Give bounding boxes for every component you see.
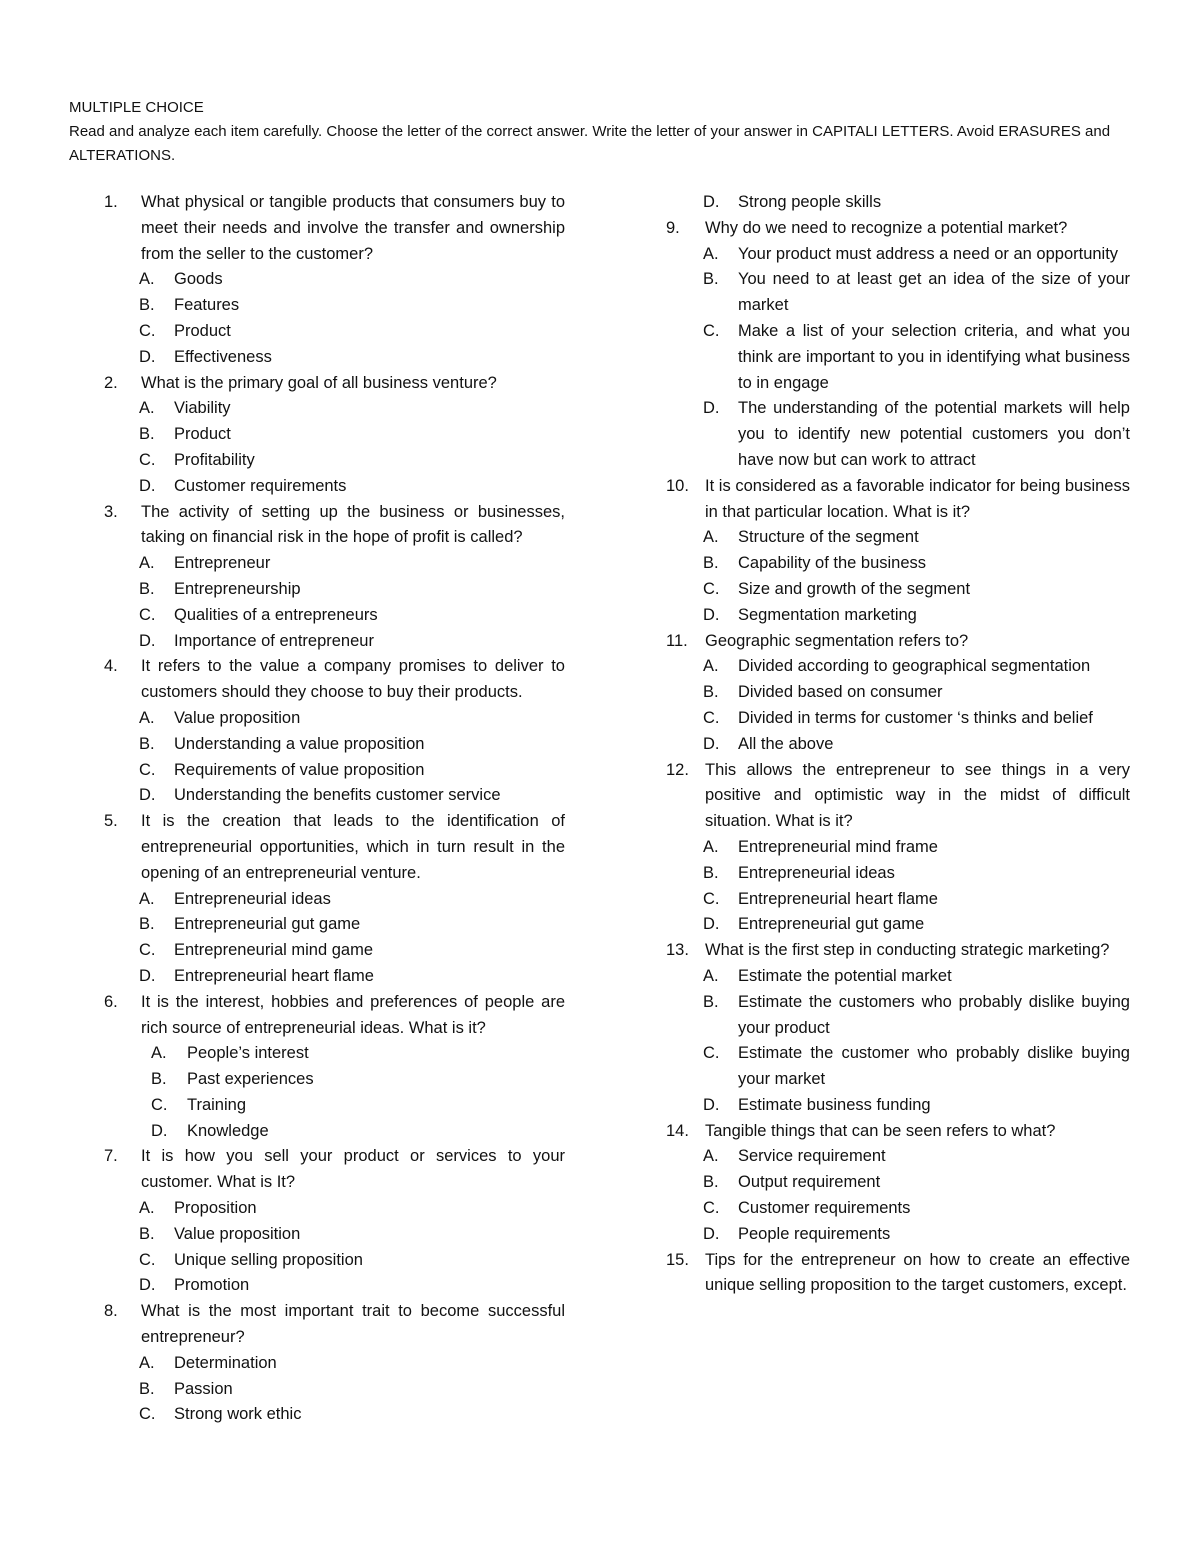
answer-option — [104, 964, 565, 990]
answer-option — [668, 525, 1130, 551]
answer-option — [104, 603, 565, 629]
option-text: Requirements of value proposition — [174, 760, 425, 779]
option-letter: A. — [139, 270, 155, 289]
answer-option — [668, 732, 1130, 758]
option-letter: B. — [151, 1070, 167, 1089]
answer-option — [668, 577, 1130, 603]
question-stem: It is how you sell your product or services to your customer. What is It? — [141, 1147, 565, 1192]
answer-option — [668, 1144, 1130, 1170]
answer-option — [104, 1377, 565, 1403]
option-text: Understanding a value proposition — [174, 734, 425, 753]
option-text: Segmentation marketing — [738, 605, 917, 624]
question-number: 3. — [104, 502, 118, 521]
option-letter: C. — [139, 321, 156, 340]
answer-option — [668, 242, 1130, 268]
option-text: Estimate business funding — [738, 1095, 931, 1114]
question-stem: What is the most important trait to become successful entrepreneur? — [141, 1302, 565, 1347]
question-number: 12. — [666, 760, 689, 779]
question — [104, 371, 565, 397]
question-item — [104, 500, 565, 655]
question-number: 11. — [666, 631, 688, 650]
option-list — [668, 964, 1130, 1119]
answer-option — [668, 1041, 1130, 1093]
question — [104, 1299, 565, 1351]
option-list — [104, 1196, 565, 1299]
option-text: Entrepreneurial gut game — [174, 915, 361, 934]
answer-option — [104, 474, 565, 500]
section-title: MULTIPLE CHOICE — [69, 99, 204, 116]
answer-option — [104, 887, 565, 913]
question-item — [668, 938, 1130, 1119]
option-text: People’s interest — [187, 1044, 309, 1063]
answer-option — [104, 1067, 565, 1093]
option-text: Knowledge — [187, 1121, 269, 1140]
answer-option — [668, 603, 1130, 629]
answer-option — [668, 654, 1130, 680]
option-letter: C. — [703, 579, 720, 598]
option-text: Product — [174, 321, 231, 340]
option-text: Promotion — [174, 1276, 250, 1295]
question-item — [104, 371, 565, 500]
option-text: Viability — [174, 399, 231, 418]
option-letter: B. — [139, 734, 155, 753]
question — [104, 990, 565, 1042]
option-letter: D. — [139, 476, 156, 495]
question — [104, 809, 565, 886]
option-text: Estimate the customer who probably dislike buying your market — [738, 1044, 1130, 1089]
option-letter: A. — [139, 708, 155, 727]
option-text: Strong people skills — [738, 193, 882, 211]
answer-option — [668, 887, 1130, 913]
question-stem: What physical or tangible products that consumers buy to meet their needs and involve the transfer and ownership from the seller to the customer? — [141, 193, 565, 263]
option-letter: A. — [139, 399, 155, 418]
option-text: Features — [174, 296, 240, 315]
answer-option — [668, 1196, 1130, 1222]
question-number: 1. — [104, 193, 118, 211]
question-item — [104, 654, 565, 809]
option-text: The understanding of the potential markets will help you to identify new potential customers you don’t have now but can work to attract — [738, 399, 1130, 469]
option-letter: B. — [139, 915, 155, 934]
option-letter: C. — [703, 708, 720, 727]
answer-option — [668, 680, 1130, 706]
question-number: 6. — [104, 992, 118, 1011]
option-text: Entrepreneur — [174, 554, 271, 573]
option-list — [104, 887, 565, 990]
option-list — [104, 267, 565, 370]
option-letter: C. — [139, 941, 156, 960]
option-text: Size and growth of the segment — [738, 579, 971, 598]
option-text: Estimate the potential market — [738, 966, 952, 985]
answer-option — [668, 1170, 1130, 1196]
option-list — [104, 1351, 565, 1428]
option-letter: B. — [703, 554, 719, 573]
option-letter: D. — [703, 1095, 720, 1114]
question-number: 14. — [666, 1121, 689, 1140]
question-item — [668, 758, 1130, 939]
answer-option — [668, 1222, 1130, 1248]
option-letter: C. — [151, 1095, 168, 1114]
answer-option — [668, 551, 1130, 577]
question-stem: This allows the entrepreneur to see things in a very positive and optimistic way in the midst of difficult situation. What is it? — [705, 760, 1130, 831]
answer-option — [668, 267, 1130, 319]
question — [668, 1248, 1130, 1300]
question-number: 10. — [666, 476, 689, 495]
question-stem: Tips for the entrepreneur on how to create an effective unique selling proposition to the target customers, except. — [705, 1250, 1130, 1295]
option-letter: D. — [703, 399, 720, 418]
answer-option — [668, 706, 1130, 732]
option-letter: C. — [703, 1199, 720, 1218]
option-letter: B. — [139, 1379, 155, 1398]
option-letter: B. — [703, 992, 719, 1011]
option-text: People requirements — [738, 1224, 891, 1243]
question-item — [668, 474, 1130, 629]
option-letter: B. — [139, 1224, 155, 1243]
answer-option — [668, 1093, 1130, 1119]
question-number: 4. — [104, 657, 118, 676]
question — [104, 500, 565, 552]
question-number: 8. — [104, 1302, 118, 1321]
question-item — [104, 809, 565, 990]
answer-option-continued — [631, 190, 1130, 216]
option-text: Value proposition — [174, 708, 301, 727]
option-list — [104, 706, 565, 809]
option-letter: B. — [703, 1173, 719, 1192]
option-letter: C. — [139, 1250, 156, 1269]
answer-option — [668, 835, 1130, 861]
option-text: Customer requirements — [738, 1199, 911, 1218]
option-letter: D. — [703, 734, 720, 753]
option-list — [104, 396, 565, 499]
question-item — [668, 216, 1130, 474]
option-text: Effectiveness — [174, 347, 272, 366]
option-letter: C. — [703, 889, 720, 908]
option-text: Customer requirements — [174, 476, 347, 495]
answer-option — [104, 448, 565, 474]
option-text: Divided based on consumer — [738, 683, 943, 702]
option-letter: A. — [703, 657, 719, 676]
question — [104, 654, 565, 706]
option-letter: B. — [703, 270, 719, 289]
answer-option — [104, 1041, 565, 1067]
option-text: Strong work ethic — [174, 1405, 302, 1424]
option-text: Divided according to geographical segmentation — [738, 657, 1091, 676]
question — [104, 1144, 565, 1196]
option-list — [668, 1144, 1130, 1247]
question — [668, 1119, 1130, 1145]
question-stem: Tangible things that can be seen refers to what? — [705, 1121, 1056, 1140]
option-letter: D. — [703, 605, 720, 624]
option-letter: C. — [139, 450, 156, 469]
question-item — [104, 990, 565, 1145]
option-text: Unique selling proposition — [174, 1250, 363, 1269]
question-item — [104, 1144, 565, 1299]
answer-option — [668, 319, 1130, 396]
answer-option — [104, 422, 565, 448]
option-letter: A. — [139, 554, 155, 573]
option-letter: B. — [139, 425, 155, 444]
answer-option — [104, 783, 565, 809]
option-text: Entrepreneurial mind frame — [738, 837, 938, 856]
question-number: 2. — [104, 373, 118, 392]
question — [668, 758, 1130, 835]
answer-option — [104, 706, 565, 732]
answer-option — [104, 551, 565, 577]
question-stem: What is the primary goal of all business venture? — [141, 373, 497, 392]
option-text: Service requirement — [738, 1147, 886, 1166]
option-letter: D. — [703, 193, 720, 211]
answer-option — [668, 861, 1130, 887]
option-letter: D. — [139, 966, 156, 985]
option-letter: B. — [703, 683, 719, 702]
option-letter: A. — [703, 837, 719, 856]
option-letter: C. — [139, 760, 156, 779]
option-text: Goods — [174, 270, 223, 289]
question-stem: The activity of setting up the business or businesses, taking on financial risk in the hope of profit is called? — [141, 502, 565, 547]
option-list — [104, 551, 565, 654]
option-letter: D. — [139, 347, 156, 366]
question-item — [104, 190, 565, 371]
question-stem: It is the creation that leads to the identification of entrepreneurial opportunities, which in turn result in the opening of an entrepreneurial venture. — [141, 812, 565, 882]
answer-option — [104, 319, 565, 345]
answer-option — [104, 293, 565, 319]
answer-option — [104, 1196, 565, 1222]
option-letter: C. — [703, 1044, 720, 1063]
option-letter: A. — [139, 1353, 155, 1372]
option-text: Entrepreneurial ideas — [738, 863, 895, 882]
option-text: All the above — [738, 734, 834, 753]
option-text: Profitability — [174, 450, 255, 469]
answer-option — [104, 912, 565, 938]
question-stem: It is considered as a favorable indicator for being business in that particular location. What is it? — [705, 476, 1130, 521]
answer-option — [104, 732, 565, 758]
question-item — [668, 629, 1130, 758]
option-letter: C. — [139, 1405, 156, 1424]
option-text: You need to at least get an idea of the size of your market — [738, 270, 1130, 315]
question-number: 7. — [104, 1147, 118, 1166]
option-letter: D. — [703, 1224, 720, 1243]
option-text: Estimate the customers who probably dislike buying your product — [738, 992, 1130, 1037]
left-column — [104, 190, 565, 1428]
option-letter: B. — [139, 579, 155, 598]
option-letter: A. — [139, 1199, 155, 1218]
option-list — [668, 242, 1130, 474]
option-text: Output requirement — [738, 1173, 881, 1192]
option-text: Qualities of a entrepreneurs — [174, 605, 378, 624]
option-letter: D. — [139, 631, 156, 650]
option-text: Structure of the segment — [738, 528, 919, 547]
answer-option — [668, 990, 1130, 1042]
option-text: Divided in terms for customer ‘s thinks and belief — [738, 708, 1093, 727]
option-letter: C. — [703, 321, 720, 340]
option-letter: A. — [151, 1044, 167, 1063]
answer-option — [104, 1248, 565, 1274]
answer-option — [104, 629, 565, 655]
question-stem: It refers to the value a company promises to deliver to customers should they choose to buy their products. — [141, 657, 565, 702]
answer-option — [104, 267, 565, 293]
option-text: Entrepreneurial mind game — [174, 941, 374, 960]
answer-option — [104, 1222, 565, 1248]
question-number: 15. — [666, 1250, 689, 1269]
option-letter: D. — [151, 1121, 168, 1140]
right-column — [668, 190, 1130, 1299]
option-text: Passion — [174, 1379, 233, 1398]
answer-option — [104, 396, 565, 422]
instructions: Read and analyze each item carefully. Choose the letter of the correct answer. Write the letter of your answer in CAPITALI LETTERS. Avoid ERASURES and ALTERATIONS. — [69, 123, 1111, 164]
option-list — [104, 1041, 565, 1144]
option-text: Product — [174, 425, 231, 444]
option-text: Understanding the benefits customer service — [174, 786, 501, 805]
option-list — [668, 654, 1130, 757]
answer-option — [104, 1119, 565, 1145]
option-text: Training — [187, 1095, 246, 1114]
option-letter: D. — [139, 1276, 156, 1295]
option-letter: D. — [703, 915, 720, 934]
question-stem: It is the interest, hobbies and preferences of people are rich source of entrepreneurial ideas. What is it? — [141, 992, 565, 1037]
question-number: 9. — [666, 218, 680, 237]
option-letter: D. — [139, 786, 156, 805]
question-number: 13. — [666, 941, 689, 960]
option-letter: A. — [139, 889, 155, 908]
question-stem: What is the first step in conducting strategic marketing? — [705, 941, 1110, 960]
answer-option — [668, 912, 1130, 938]
answer-option — [104, 758, 565, 784]
option-text: Proposition — [174, 1199, 257, 1218]
answer-option — [104, 938, 565, 964]
option-letter: A. — [703, 1147, 719, 1166]
question — [668, 938, 1130, 964]
option-letter: B. — [139, 296, 155, 315]
answer-option — [104, 1273, 565, 1299]
option-list — [668, 835, 1130, 938]
option-letter: A. — [703, 966, 719, 985]
option-text: Entrepreneurial ideas — [174, 889, 331, 908]
option-letter: B. — [703, 863, 719, 882]
question-item — [668, 1248, 1130, 1300]
answer-option — [104, 1351, 565, 1377]
question-item — [668, 1119, 1130, 1248]
question-stem: Why do we need to recognize a potential market? — [705, 218, 1068, 237]
question — [104, 190, 565, 267]
option-text: Past experiences — [187, 1070, 314, 1089]
option-letter: C. — [139, 605, 156, 624]
question-item — [104, 1299, 565, 1428]
option-text: Entrepreneurial heart flame — [174, 966, 374, 985]
question — [668, 629, 1130, 655]
option-text: Value proposition — [174, 1224, 301, 1243]
answer-option — [104, 1402, 565, 1428]
document-header — [69, 96, 1131, 168]
question — [668, 216, 1130, 242]
option-text: Make a list of your selection criteria, and what you think are important to you in identifying what business to in engage — [738, 321, 1130, 392]
answer-option — [104, 1093, 565, 1119]
option-text: Entrepreneurship — [174, 579, 301, 598]
answer-option — [104, 345, 565, 371]
option-text: Importance of entrepreneur — [174, 631, 374, 650]
question-number: 5. — [104, 812, 118, 831]
option-text: Determination — [174, 1353, 277, 1372]
answer-option — [668, 396, 1130, 473]
option-text: Entrepreneurial gut game — [738, 915, 925, 934]
option-text: Entrepreneurial heart flame — [738, 889, 938, 908]
option-letter: A. — [703, 244, 719, 263]
answer-option — [104, 577, 565, 603]
answer-option — [668, 964, 1130, 990]
option-letter: A. — [703, 528, 719, 547]
question — [668, 474, 1130, 526]
option-text: Your product must address a need or an opportunity — [738, 244, 1119, 263]
option-text: Capability of the business — [738, 554, 927, 573]
question-stem: Geographic segmentation refers to? — [705, 631, 969, 650]
option-list — [668, 525, 1130, 628]
